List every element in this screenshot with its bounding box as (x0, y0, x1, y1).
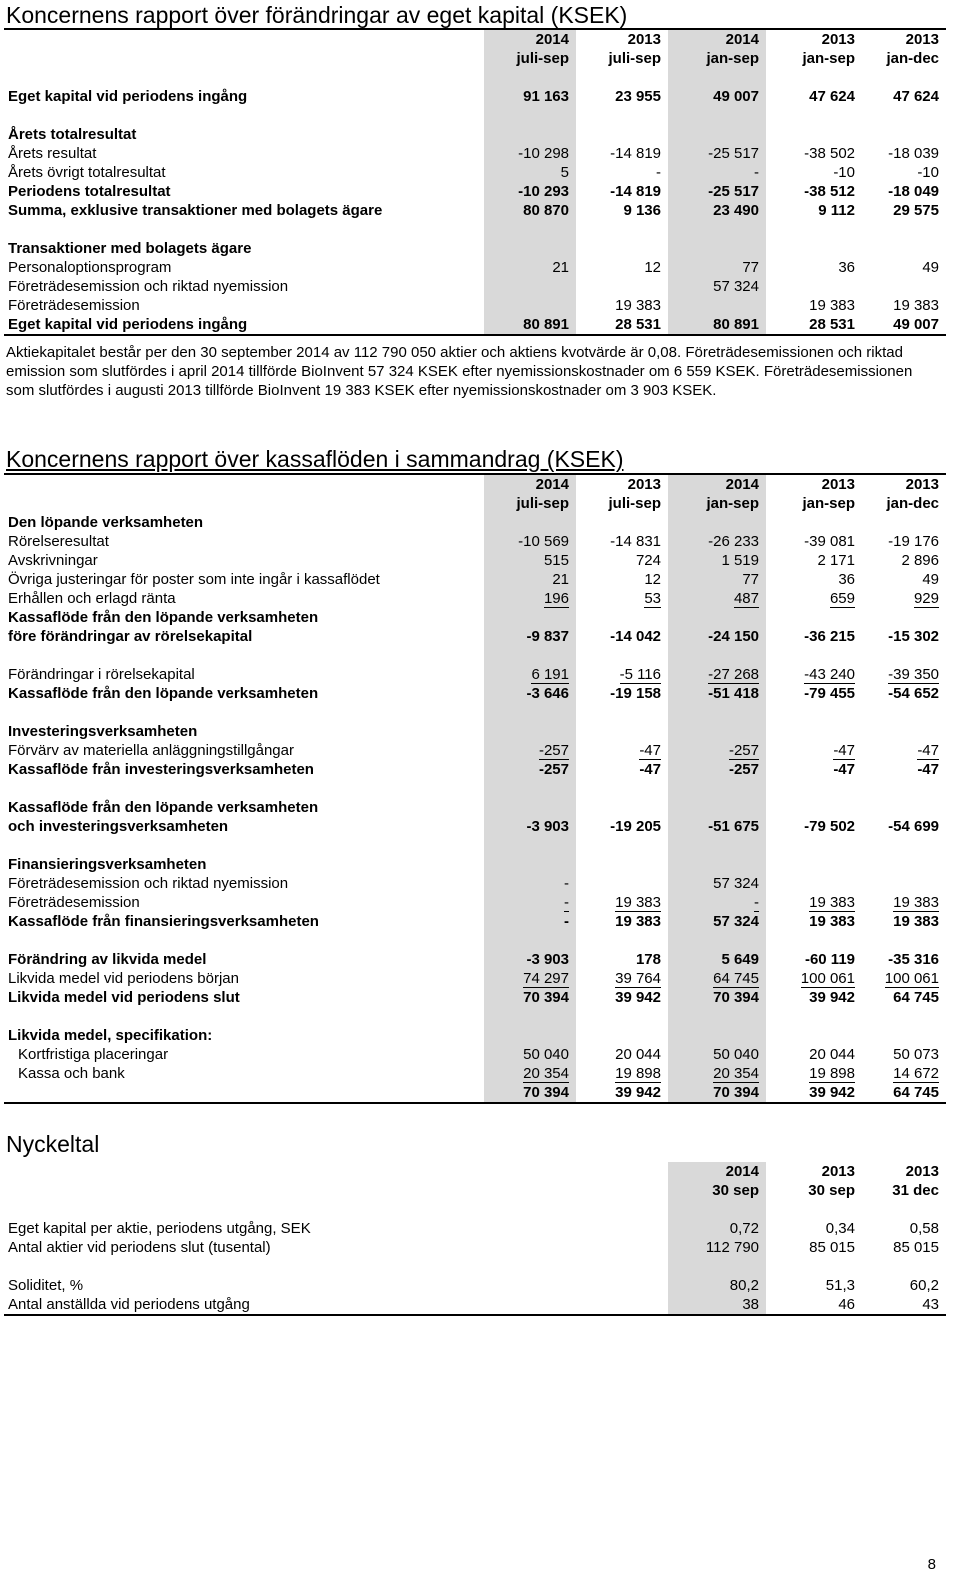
cashflow-row-heading: Likvida medel, specifikation: (4, 1026, 946, 1045)
cashflow-row: Kassaflöde från investeringsverksamheten -257 -47 -257 -47 -47 (8, 761, 939, 778)
keyfigures-row: Eget kapital per aktie, periodens utgång, SEK 0,72 0,34 0,58 (8, 1220, 939, 1237)
keyfigures-col-year: 2013 (905, 1163, 939, 1180)
cashflow-col-period: jan-sep (668, 494, 766, 513)
cashflow-row: Avskrivningar 515 724 1 519 2 171 2 896 (8, 552, 939, 569)
cashflow-row: Erhållen och erlagd ränta 196 53 487 659 929 (8, 590, 939, 607)
equity-row: Summa, exklusive transaktioner med bolagets ägare 80 870 9 136 23 490 9 112 29 575 (8, 202, 939, 219)
equity-row: Årets övrigt totalresultat 5 - - -10 -10 (8, 164, 939, 181)
equity-row: Personaloptionsprogram 21 12 77 36 49 (8, 259, 939, 276)
cashflow-table (4, 473, 946, 1104)
cashflow-row-heading: Investeringsverksamheten (4, 722, 946, 741)
cashflow-col-period: juli-sep (608, 495, 661, 512)
cashflow-col-year: 2014 (668, 474, 766, 494)
equity-note: Aktiekapitalet består per den 30 september 2014 av 112 790 050 aktier och aktiens kvotvärde är 0,08. Företrädesemissionen och riktad emission som slutfördes i april 2014 tillförde BioInvent 57 324 KSEK efter nyemissionskostnader om 6 559 KSEK. Företrädesemissionen som slutfördes i augusti 2013 tillförde BioInvent 19 383 KSEK efter nyemissionskostnader om 3 903 KSEK. (6, 344, 913, 399)
cashflow-row-heading: Kassaflöde från den löpande verksamheten (4, 798, 946, 817)
cashflow-row: Övriga justeringar för poster som inte ingår i kassaflödet 21 12 77 36 49 (8, 571, 939, 588)
keyfigures-row: Antal anställda vid periodens utgång 38 46 43 (4, 1295, 946, 1315)
equity-row: Eget kapital vid periodens ingång 80 891 28 531 80 891 28 531 49 007 (4, 315, 946, 335)
cashflow-col-year: 2013 (627, 476, 661, 493)
cashflow-row: Kortfristiga placeringar 50 040 20 044 50 040 20 044 50 073 (18, 1046, 939, 1063)
equity-row: Eget kapital vid periodens ingång 91 163 23 955 49 007 47 624 47 624 (8, 88, 939, 105)
cashflow-row: 70 394 39 942 70 394 39 942 64 745 (4, 1083, 946, 1103)
cashflow-row: Kassa och bank 20 354 19 898 20 354 19 898 14 672 (18, 1065, 939, 1082)
equity-col-year: 2013 (905, 31, 939, 48)
equity-col-year: 2014 (668, 29, 766, 49)
cashflow-row-heading: Finansieringsverksamheten (4, 855, 946, 874)
keyfigures-table (4, 1162, 946, 1316)
equity-title: Koncernens rapport över förändringar av eget kapital (KSEK) (6, 2, 628, 28)
cashflow-row: Kassaflöde från den löpande verksamheten -3 646 -19 158 -51 418 -79 455 -54 652 (8, 685, 939, 702)
cashflow-row: Företrädesemission och riktad nyemission - 57 324 (4, 874, 946, 893)
cashflow-row: före förändringar av rörelsekapital -9 837 -14 042 -24 150 -36 215 -15 302 (8, 628, 939, 645)
cashflow-row: Kassaflöde från finansieringsverksamheten - 19 383 57 324 19 383 19 383 (8, 913, 939, 930)
equity-row: Årets resultat -10 298 -14 819 -25 517 -38 502 -18 039 (8, 145, 939, 162)
keyfigures-row: Soliditet, % 80,2 51,3 60,2 (8, 1277, 939, 1294)
keyfigures-title: Nyckeltal (6, 1131, 100, 1157)
cashflow-col-year: 2014 (484, 474, 576, 494)
equity-table (4, 28, 946, 336)
equity-row-heading: Transaktioner med bolagets ägare (4, 239, 946, 258)
cashflow-row: Rörelseresultat -10 569 -14 831 -26 233 -39 081 -19 176 (8, 533, 939, 550)
cashflow-col-year: 2013 (821, 476, 855, 493)
cashflow-title: Koncernens rapport över kassaflöden i sammandrag (KSEK) (6, 446, 624, 472)
cashflow-col-period: jan-dec (886, 495, 939, 512)
equity-row: Företrädesemission 19 383 19 383 19 383 (8, 297, 939, 314)
equity-col-year: 2013 (821, 31, 855, 48)
keyfigures-col-period: 31 dec (892, 1182, 939, 1199)
equity-col-period: jan-sep (668, 49, 766, 68)
keyfigures-col-period: 30 sep (808, 1182, 855, 1199)
cashflow-row: Likvida medel vid periodens slut 70 394 39 942 70 394 39 942 64 745 (8, 989, 939, 1006)
cashflow-row: Förändring av likvida medel -3 903 178 5 649 -60 119 -35 316 (8, 951, 939, 968)
cashflow-row: Förändringar i rörelsekapital 6 191 -5 116 -27 268 -43 240 -39 350 (8, 666, 939, 683)
equity-row: Företrädesemission och riktad nyemission 57 324 (4, 277, 946, 296)
equity-col-period: juli-sep (484, 49, 576, 68)
cashflow-col-period: jan-sep (802, 495, 855, 512)
cashflow-row: och investeringsverksamheten -3 903 -19 205 -51 675 -79 502 -54 699 (8, 818, 939, 835)
keyfigures-col-year: 2013 (821, 1163, 855, 1180)
keyfigures-col-period: 30 sep (668, 1181, 766, 1200)
equity-col-period: jan-dec (886, 50, 939, 67)
keyfigures-row: Antal aktier vid periodens slut (tusental) 112 790 85 015 85 015 (8, 1239, 939, 1256)
cashflow-col-period: juli-sep (484, 494, 576, 513)
equity-col-year: 2014 (484, 29, 576, 49)
cashflow-row: Likvida medel vid periodens början 74 297 39 764 64 745 100 061 100 061 (8, 970, 939, 987)
cashflow-row: Företrädesemission - 19 383 - 19 383 19 383 (8, 894, 939, 911)
cashflow-col-year: 2013 (905, 476, 939, 493)
cashflow-row-heading: Den löpande verksamheten (4, 513, 946, 532)
equity-row: Periodens totalresultat -10 293 -14 819 -25 517 -38 512 -18 049 (8, 183, 939, 200)
equity-col-period: juli-sep (608, 50, 661, 67)
cashflow-row-heading: Kassaflöde från den löpande verksamheten (4, 608, 946, 627)
equity-col-period: jan-sep (802, 50, 855, 67)
page-number: 8 (927, 1556, 936, 1573)
cashflow-row: Förvärv av materiella anläggningstillgångar -257 -47 -257 -47 -47 (8, 742, 939, 759)
equity-col-year: 2013 (627, 31, 661, 48)
equity-row-heading: Årets totalresultat (4, 125, 946, 144)
keyfigures-col-year: 2014 (668, 1162, 766, 1181)
